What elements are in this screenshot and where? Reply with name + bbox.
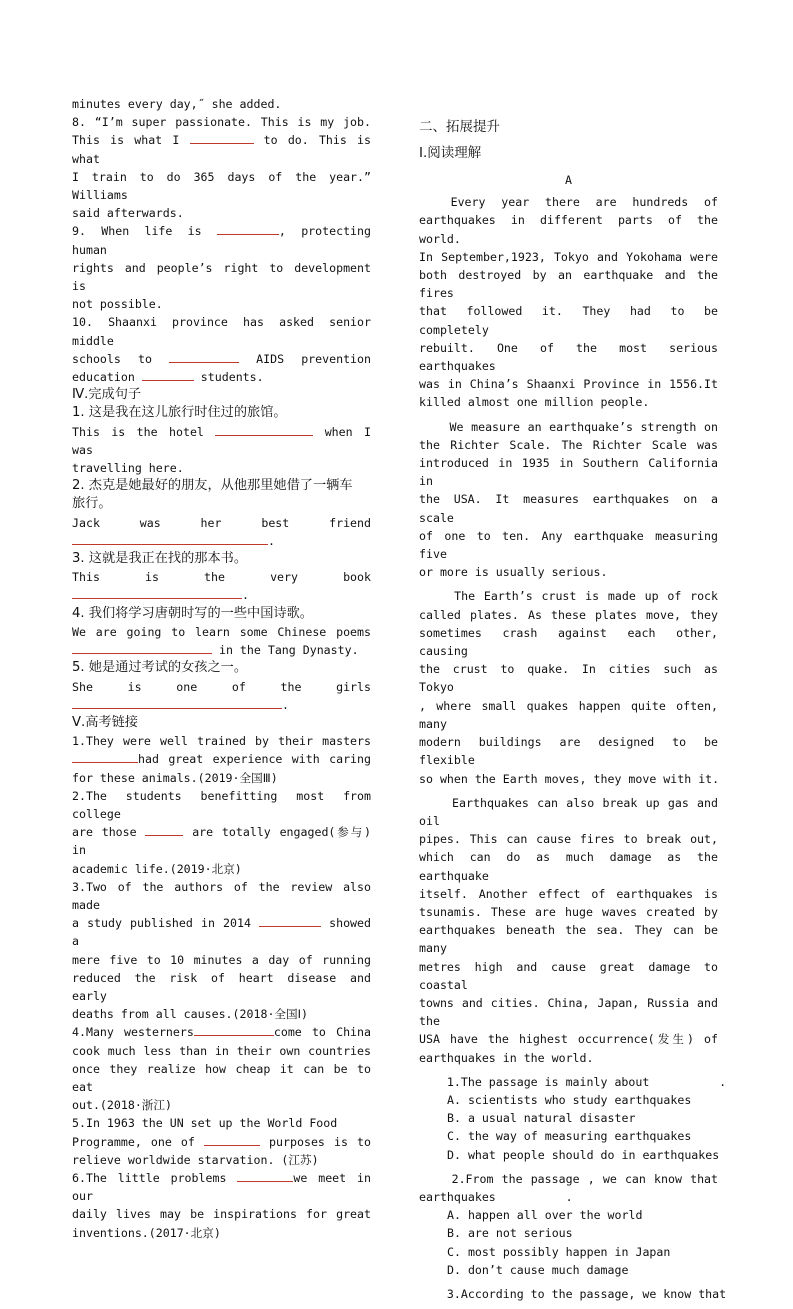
text-line: mere five to 10 minutes a day of running [72,952,371,967]
answer-blank[interactable] [145,823,183,836]
passage-line: sometimes crash against each other, causing [419,625,725,659]
question-stem: 1.The passage is mainly about . [419,1074,727,1089]
passage-line: introduced in 1935 in Southern California in [419,456,725,489]
answer-blank[interactable] [72,750,138,763]
question-stem: earthquakes . [419,1189,573,1204]
passage-line: , where small quakes happen quite often, many [419,698,725,731]
answer-blank[interactable] [72,586,242,599]
text-line: 5. 她是通过考试的女孩之一。 [72,660,248,676]
fill-in-line: are those are totally engaged(参与) in [72,825,371,858]
answer-blank[interactable] [142,368,194,381]
question-1 [419,1073,727,1164]
fill-in-line: 4.Many westerners come to China [72,1025,371,1040]
text-line: I train to do 365 days of the year.” Williams [72,169,371,203]
passage-line: both destroyed by an earthquake and the fires [419,268,725,301]
answer-option[interactable]: D. what people should do in earthquakes [447,1147,720,1162]
fill-in-line: This is the hotel when I was [72,424,371,457]
text-line: 3.Two of the authors of the review also made [72,879,371,912]
passage-line: the USA. It measures earthquakes on a scale [419,492,725,525]
answer-blank[interactable] [204,1133,260,1146]
passage-line: Every year there are hundreds of [419,195,719,210]
answer-blank[interactable] [190,131,254,144]
passage-line: tsunamis. These are huge waves created by [419,904,718,919]
question-3 [419,1285,727,1303]
text-line: 2. 杰克是她最好的朋友，从他那里她借了一辆车 [72,478,353,494]
answer-option[interactable]: B. are not serious [447,1226,573,1241]
left-column [72,95,371,1242]
text-line: Jack was her best friend [72,515,371,530]
passage-line: In September,1923, Tokyo and Yokohama were [419,249,718,264]
passage-line: the Richter Scale. The Richter Scale was [419,437,718,452]
passage-line: called plates. As these plates move, they [419,607,718,622]
passage-line: was in China’s Shaanxi Province in 1556.It [419,377,718,392]
section-title: 二、拓展提升 [419,119,500,135]
passage-line: pipes. This can cause fires to break out, [419,832,718,847]
passage-line: which can do as much damage as the earthquake [419,850,725,883]
text-line: once they realize how cheap it can be to eat [72,1061,371,1094]
answer-option[interactable]: B. a usual natural disaster [447,1111,636,1126]
text-line: Ⅴ.高考链接 [72,714,138,730]
text-line: 10. Shaanxi province has asked senior middle [72,315,371,348]
text-line: not possible. [72,297,163,312]
passage-line: We measure an earthquake’s strength on [419,419,718,434]
text-line: reduced the risk of heart disease and early [72,970,371,1003]
text-line: 5.In 1963 the UN set up the World Food [72,1116,338,1131]
part-title: Ⅰ.阅读理解 [419,145,482,161]
answer-blank[interactable] [169,350,239,363]
text-line: This is the very book [72,570,371,585]
text-line: We are going to learn some Chinese poems [72,624,371,639]
answer-blank[interactable] [259,914,321,927]
text-line: 4. 我们将学习唐朝时写的一些中国诗歌。 [72,605,313,621]
passage-line: earthquakes in the world. [419,1050,594,1065]
passage-line: earthquakes beneath the sea. They can be many [419,923,725,956]
passage-line: towns and cities. China, Japan, Russia and the [419,995,725,1029]
passage-line: killed almost one million people. [419,395,650,410]
answer-blank[interactable] [237,1169,293,1182]
answer-blank[interactable] [194,1023,274,1036]
passage-line: modern buildings are designed to be flexible [419,735,725,768]
text-line: 2.The students benefitting most from college [72,788,371,821]
passage-line: itself. Another effect of earthquakes is [419,886,718,901]
passage-line: metres high and cause great damage to coastal [419,959,725,992]
text-line: cook much less than in their own countries [72,1043,371,1058]
fill-in-line: in the Tang Dynasty. [72,641,371,659]
passage-line: USA have the highest occurrence(发生) of [419,1032,718,1047]
fill-in-line: 6.The little problems we meet in our [72,1170,371,1204]
text-line: 8. “I’m super passionate. This is my job. [72,115,371,130]
text-line: daily lives may be inspirations for great [72,1207,371,1222]
passage-line: rebuilt. One of the most serious earthquakes [419,340,725,374]
answer-blank[interactable] [72,641,212,654]
answer-option[interactable]: D. don’t cause much damage [447,1262,629,1277]
fill-in-line: This is what I to do. This is what [72,133,371,166]
text-line: rights and people’s right to development is [72,260,371,294]
text-line: for these animals.(2019·全国Ⅲ) [72,770,278,785]
passage-paragraph [419,193,725,411]
text-line: 3. 这就是我正在找的那本书。 [72,551,248,567]
fill-in-line: . [72,532,371,550]
text-line: Ⅳ.完成句子 [72,387,142,403]
passage-label: A [565,173,572,187]
passage-line: of one to ten. Any earthquake measuring five [419,528,725,562]
fill-in-line: Programme, one of purposes is to [72,1134,371,1149]
text-line: said afterwards. [72,206,184,221]
text-line: travelling here. [72,461,184,476]
text-line: She is one of the girls [72,679,371,694]
question-stem: 2.From the passage , we can know that [419,1171,719,1186]
fill-in-line: a study published in 2014 showed a [72,916,371,949]
passage-paragraph [419,587,725,787]
passage-paragraph [419,418,725,582]
passage-line: the crust to quake. In cities such as Tokyo [419,662,725,695]
passage-line: The Earth’s crust is made up of rock [419,589,719,604]
answer-blank[interactable] [215,423,313,436]
fill-in-line: schools to AIDS prevention [72,351,371,366]
passage-line: Earthquakes can also break up gas and oil [419,795,725,828]
passage-line: that followed it. They had to be completely [419,304,725,337]
passage-line: or more is usually serious. [419,565,608,580]
fill-in-line: . [72,586,371,604]
answer-blank[interactable] [217,222,279,235]
reading-passage [419,193,727,1309]
passage-line: so when the Earth moves, they move with it. [419,771,720,786]
passage-line: earthquakes in different parts of the world. [419,213,725,246]
answer-blank[interactable] [72,532,268,545]
question-stem: 3.According to the passage, we know that [419,1286,727,1301]
text-line: out.(2018·浙江) [72,1098,172,1113]
text-line: relieve worldwide starvation. (江苏) [72,1152,319,1167]
text-line: 旅行。 [72,496,112,512]
passage-paragraph [419,794,725,1067]
text-line: 1. 这是我在这儿旅行时住过的旅馆。 [72,405,287,421]
text-line: academic life.(2019·北京) [72,861,242,876]
answer-option[interactable]: A. happen all over the world [447,1208,643,1223]
answer-option[interactable]: C. most possibly happen in Japan [447,1244,671,1259]
text-line: 1.They were well trained by their masters [72,734,371,749]
text-line: minutes every day,˝ she added. [72,97,282,111]
fill-in-line: . [72,696,371,714]
answer-option[interactable]: A. scientists who study earthquakes [447,1092,692,1107]
fill-in-line: 9. When life is , protecting human [72,224,371,257]
question-2 [419,1170,718,1279]
answer-blank[interactable] [72,696,282,709]
text-line: inventions.(2017·北京) [72,1225,221,1240]
right-column [419,95,727,1309]
answer-option[interactable]: C. the way of measuring earthquakes [447,1129,692,1144]
fill-in-line: had great experience with caring [72,750,371,768]
fill-in-line: education students. [72,370,264,385]
text-line: deaths from all causes.(2018·全国Ⅰ) [72,1007,309,1022]
